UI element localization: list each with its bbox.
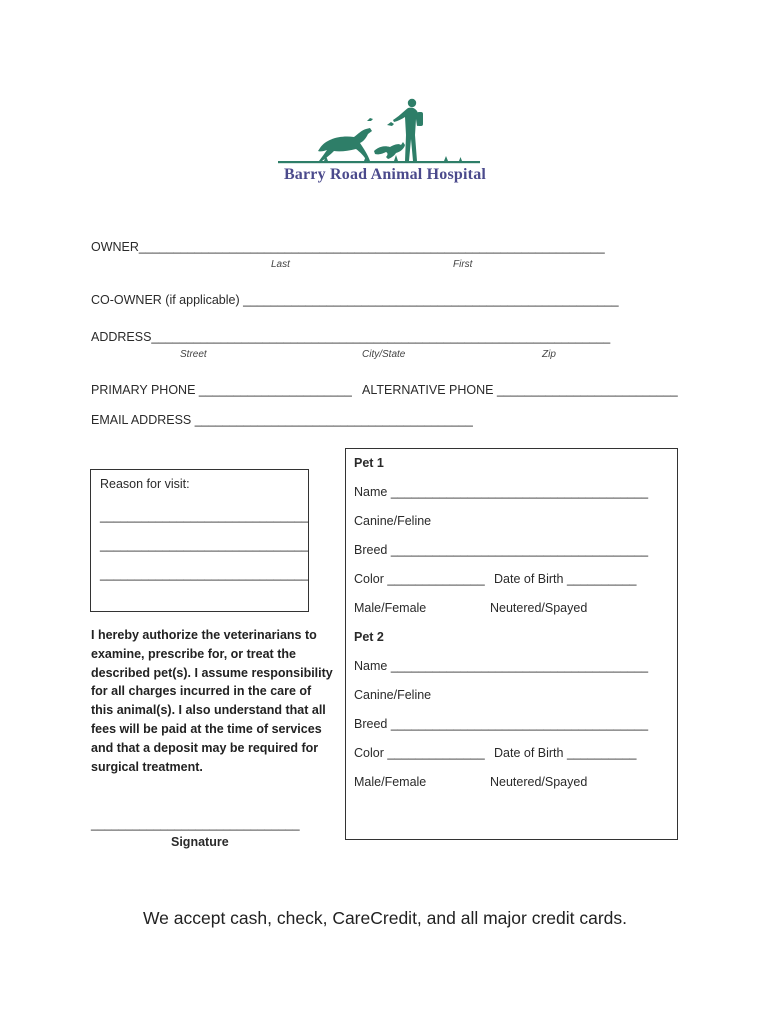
- authorization-text: I hereby authorize the veterinarians to examine, prescribe for, or treat the described pet(s). I assume responsibility for all charges incurred in the care of this animal(s). I also understand that all fees will be paid at the time of services and that a deposit may be required for surgical treatment.: [91, 628, 333, 774]
- address-city-caption: City/State: [362, 349, 406, 360]
- pet-1-species[interactable]: Canine/Feline: [354, 514, 432, 528]
- address-street-caption: Street: [180, 349, 207, 360]
- reason-title: Reason for visit:: [100, 477, 190, 491]
- owner-last-caption: Last: [271, 259, 290, 270]
- address-field[interactable]: ADDRESS__________________________________________________________________: [91, 330, 611, 344]
- alternative-phone-field[interactable]: ALTERNATIVE PHONE __________________________: [362, 383, 678, 397]
- reason-line-3[interactable]: ______________________________: [100, 567, 309, 581]
- signature-label: Signature: [171, 835, 229, 849]
- address-zip-caption: Zip: [542, 349, 556, 360]
- pet-2-dob-field[interactable]: Date of Birth __________: [494, 746, 637, 760]
- pet-1-sex[interactable]: Male/Female: [354, 601, 427, 615]
- owner-field[interactable]: OWNER___________________________________________________________________: [91, 240, 605, 254]
- pet-1-breed-field[interactable]: Breed _____________________________________: [354, 543, 649, 557]
- pet-2-title: Pet 2: [354, 630, 384, 644]
- pet-2-neutered[interactable]: Neutered/Spayed: [490, 775, 588, 789]
- pet-2-name-field[interactable]: Name _____________________________________: [354, 659, 649, 673]
- pet-2-species[interactable]: Canine/Feline: [354, 688, 432, 702]
- hospital-name: Barry Road Animal Hospital: [283, 166, 487, 183]
- pet-1-dob-field[interactable]: Date of Birth __________: [494, 572, 637, 586]
- pet-1-name-field[interactable]: Name _____________________________________: [354, 485, 649, 499]
- payment-note: We accept cash, check, CareCredit, and all major credit cards.: [142, 908, 628, 928]
- pet-2-color-field[interactable]: Color ______________: [354, 746, 485, 760]
- owner-first-caption: First: [453, 259, 473, 270]
- reason-line-2[interactable]: ______________________________: [100, 538, 309, 552]
- primary-phone-field[interactable]: PRIMARY PHONE ______________________: [91, 383, 352, 397]
- co-owner-field[interactable]: CO-OWNER (if applicable) ______________________________________________________: [91, 293, 619, 307]
- pet-2-breed-field[interactable]: Breed _____________________________________: [354, 717, 649, 731]
- pet-2-sex[interactable]: Male/Female: [354, 775, 427, 789]
- pet-1-color-field[interactable]: Color ______________: [354, 572, 485, 586]
- reason-line-1[interactable]: ______________________________: [100, 509, 309, 523]
- pet-1-neutered[interactable]: Neutered/Spayed: [490, 601, 588, 615]
- pet-1-title: Pet 1: [354, 456, 384, 470]
- signature-line[interactable]: ______________________________: [91, 817, 300, 831]
- email-field[interactable]: EMAIL ADDRESS ________________________________________: [91, 413, 473, 427]
